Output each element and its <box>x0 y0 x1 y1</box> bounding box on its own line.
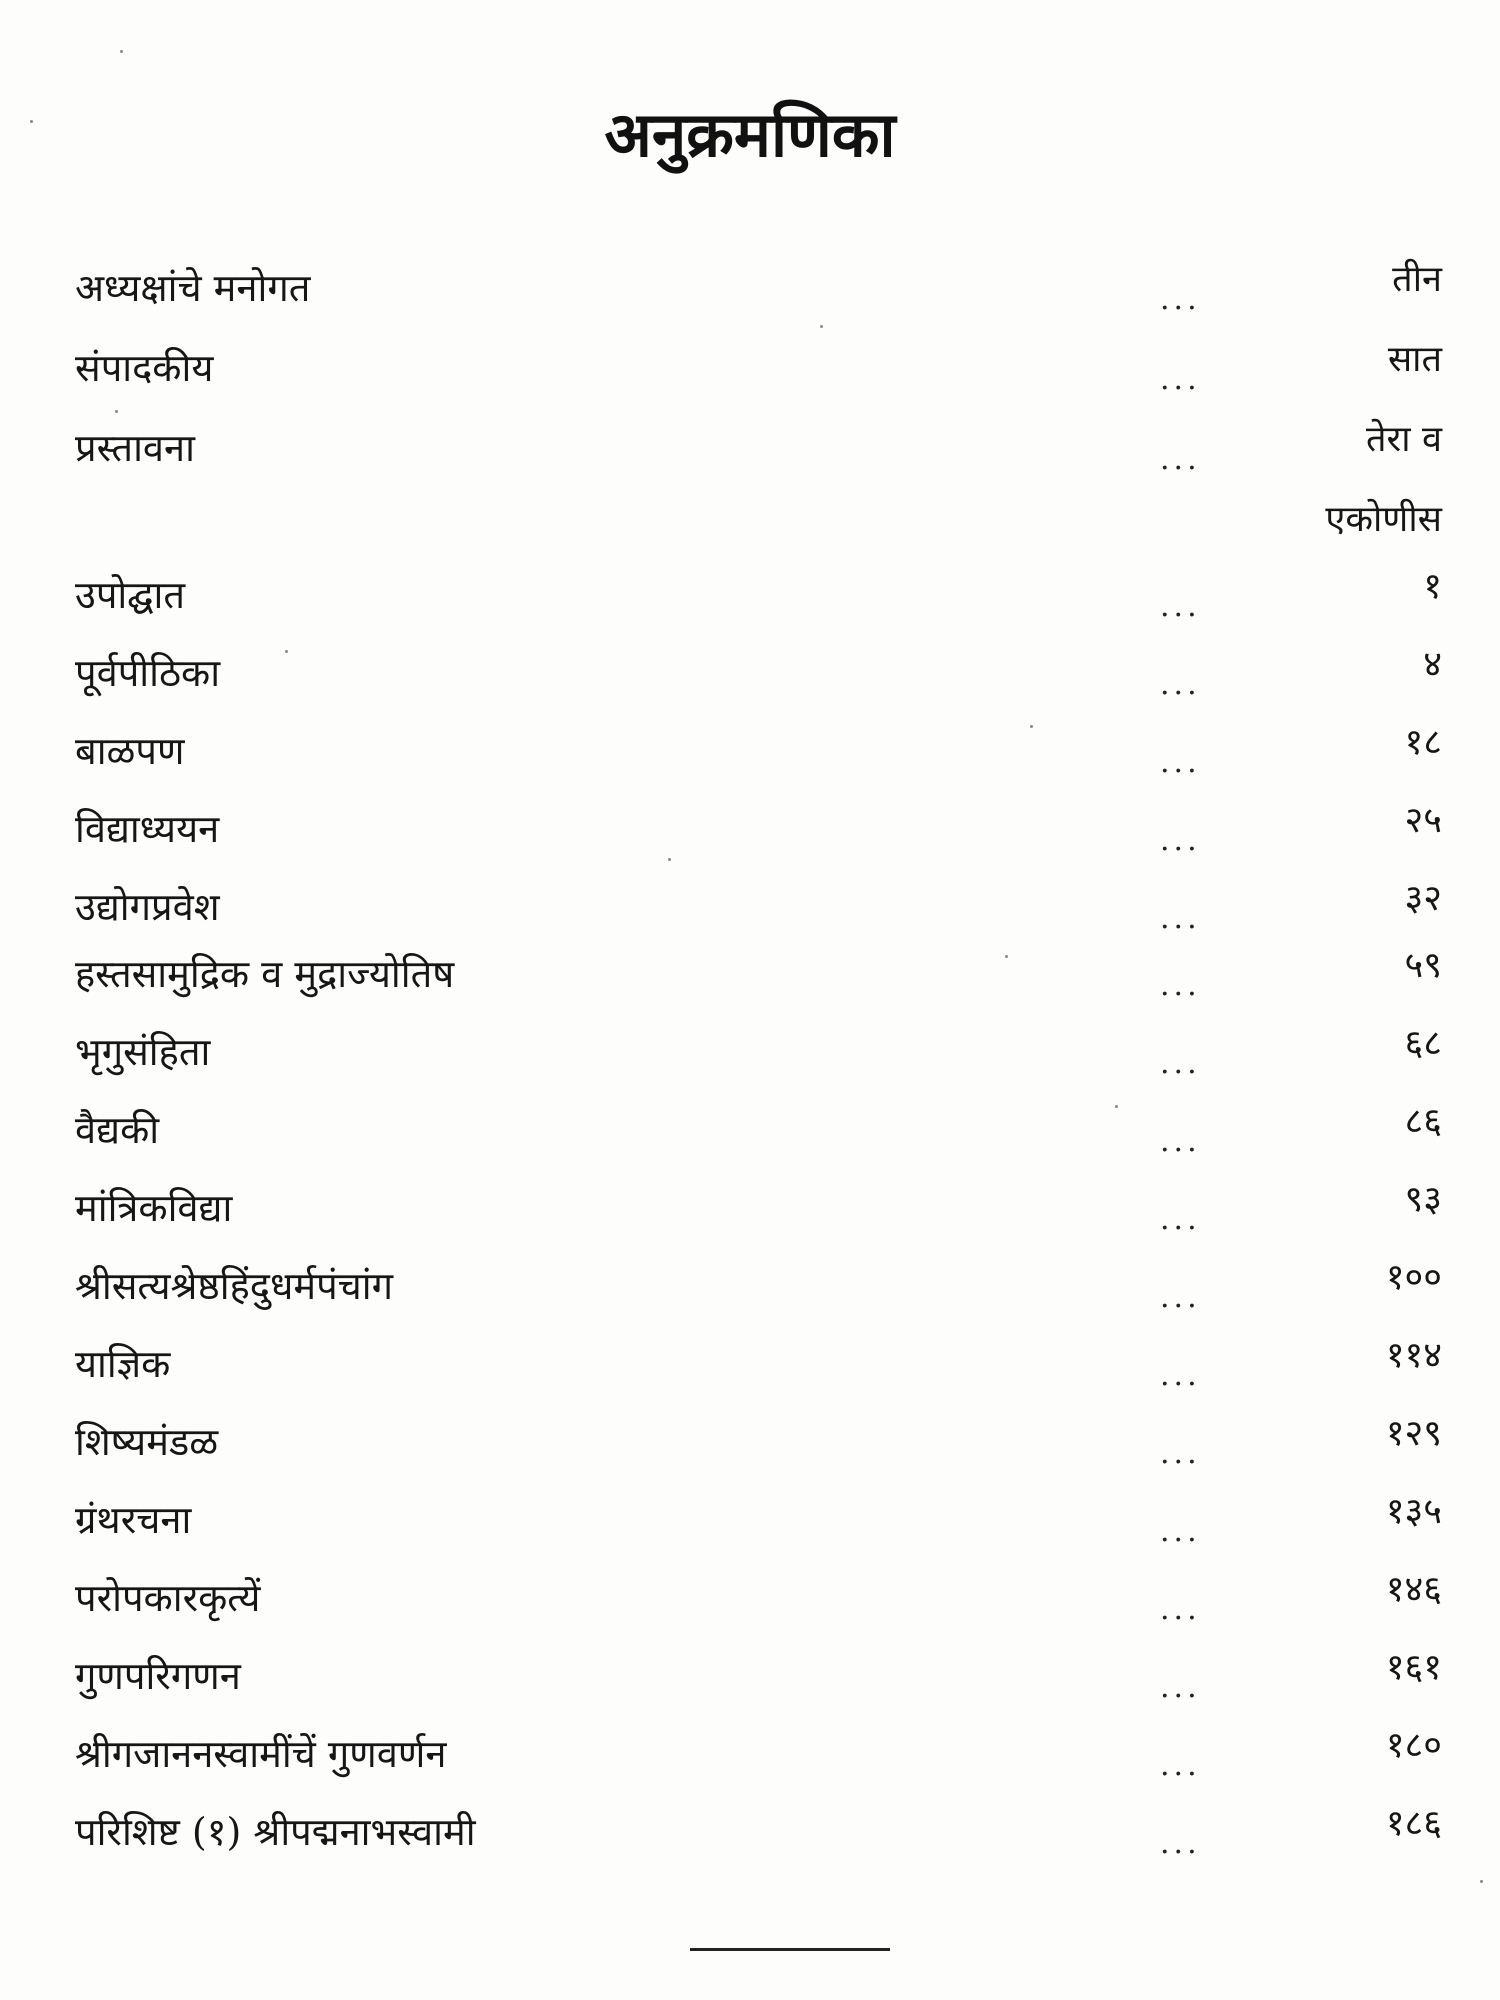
toc-leader-dots: ... <box>1160 1592 1201 1627</box>
toc-page-number: १०० <box>1385 1257 1442 1298</box>
closing-rule <box>690 1948 890 1951</box>
toc-page-number: १३५ <box>1385 1491 1442 1532</box>
toc-leader-dots: ... <box>1160 901 1201 936</box>
toc-page-number: १६१ <box>1385 1647 1442 1688</box>
page-title: अनुक्रमणिका <box>604 98 896 171</box>
toc-page-number: ३२ <box>1404 878 1442 919</box>
toc-page-number: १८६ <box>1385 1803 1442 1844</box>
toc-entry <box>0 338 1500 398</box>
toc-entry-title: पूर्वपीठिका <box>75 651 221 695</box>
toc-entry-title: शिष्यमंडळ <box>75 1420 219 1464</box>
paper-speck <box>115 410 118 413</box>
toc-page-number: १२९ <box>1385 1413 1442 1454</box>
toc-entry-title: परिशिष्ट (१) श्रीपद्मनाभस्वामी <box>75 1810 476 1854</box>
toc-entry <box>0 1646 1500 1706</box>
toc-entry <box>0 877 1500 937</box>
toc-entry <box>0 1724 1500 1784</box>
toc-entry <box>0 258 1500 318</box>
toc-entry-title: श्रीसत्यश्रेष्ठहिंदुधर्मपंचांग <box>75 1264 394 1308</box>
paper-speck <box>1480 1880 1483 1883</box>
toc-entry <box>0 1490 1500 1550</box>
toc-page-number: तीन <box>1392 259 1442 300</box>
toc-leader-dots: ... <box>1160 1748 1201 1783</box>
toc-page-number: ५९ <box>1404 945 1442 986</box>
toc-page-number: ८६ <box>1404 1101 1442 1142</box>
toc-leader-dots: ... <box>1160 362 1201 397</box>
toc-entry-title: वैद्यकी <box>75 1108 160 1152</box>
toc-leader-dots: ... <box>1160 968 1201 1003</box>
toc-entry-title: ग्रंथरचना <box>75 1498 192 1542</box>
toc-leader-dots: ... <box>1160 1124 1201 1159</box>
toc-leader-dots: ... <box>1160 1280 1201 1315</box>
paper-speck <box>1005 955 1008 958</box>
toc-page-number: सात <box>1387 339 1442 380</box>
toc-leader-dots: ... <box>1160 1514 1201 1549</box>
toc-page-number: १४६ <box>1385 1569 1442 1610</box>
toc-leader-dots: ... <box>1160 589 1201 624</box>
toc-leader-dots: ... <box>1160 442 1201 477</box>
toc-entry-title: उद्योगप्रवेश <box>75 885 220 929</box>
toc-entry <box>0 1334 1500 1394</box>
paper-speck <box>120 50 123 53</box>
toc-leader-dots: ... <box>1160 1046 1201 1081</box>
toc-leader-dots: ... <box>1160 1826 1201 1861</box>
toc-leader-dots: ... <box>1160 1202 1201 1237</box>
toc-entry <box>0 1256 1500 1316</box>
toc-entry <box>0 721 1500 781</box>
toc-leader-dots: ... <box>1160 1670 1201 1705</box>
toc-entry-title: हस्तसामुद्रिक व मुद्राज्योतिष <box>75 952 455 996</box>
toc-entry-title: गुणपरिगणन <box>75 1654 241 1698</box>
paper-speck <box>1030 725 1033 728</box>
toc-entry-title: अध्यक्षांचे मनोगत <box>75 266 311 310</box>
toc-entry-title: भृगुसंहिता <box>75 1030 211 1074</box>
toc-leader-dots: ... <box>1160 745 1201 780</box>
toc-leader-dots: ... <box>1160 282 1201 317</box>
toc-page-number: ४ <box>1423 644 1442 685</box>
toc-entry <box>0 418 1500 540</box>
toc-entry-title: प्रस्तावना <box>75 426 195 470</box>
paper-speck <box>668 858 671 861</box>
toc-page-number-continued: एकोणीस <box>1325 499 1442 540</box>
paper-speck <box>30 120 33 123</box>
toc-leader-dots: ... <box>1160 1436 1201 1471</box>
paper-speck <box>1115 1105 1118 1108</box>
toc-entry <box>0 1178 1500 1238</box>
toc-entry-title: परोपकारकृत्यें <box>75 1576 261 1620</box>
toc-entry-title: श्रीगजाननस्वामींचें गुणवर्णन <box>75 1732 447 1776</box>
toc-leader-dots: ... <box>1160 667 1201 702</box>
toc-entry <box>0 944 1500 1004</box>
toc-entry-title: याज्ञिक <box>75 1342 171 1386</box>
toc-entry-title: मांत्रिकविद्या <box>75 1186 233 1230</box>
toc-entry <box>0 799 1500 859</box>
toc-page-number: १ <box>1423 566 1442 607</box>
toc-entry-title: उपोद्घात <box>75 573 186 617</box>
toc-entry <box>0 1412 1500 1472</box>
toc-entry <box>0 565 1500 625</box>
toc-entry <box>0 1568 1500 1628</box>
toc-page-number: २५ <box>1404 800 1442 841</box>
toc-entry-title: बाळपण <box>75 729 185 773</box>
toc-leader-dots: ... <box>1160 823 1201 858</box>
toc-page-number: ११४ <box>1385 1335 1442 1376</box>
toc-entry <box>0 1100 1500 1160</box>
toc-page-number: तेरा व <box>1365 419 1442 460</box>
toc-page-number: १८० <box>1385 1725 1442 1766</box>
toc-entry <box>0 1022 1500 1082</box>
toc-page-number: ९३ <box>1404 1179 1442 1220</box>
toc-leader-dots: ... <box>1160 1358 1201 1393</box>
toc-entry <box>0 643 1500 703</box>
paper-speck <box>820 325 823 328</box>
toc-entry <box>0 1802 1500 1862</box>
toc-entry-title: विद्याध्ययन <box>75 807 220 851</box>
toc-page-number: ६८ <box>1404 1023 1442 1064</box>
toc-entry-title: संपादकीय <box>75 346 214 390</box>
paper-speck <box>285 650 288 653</box>
toc-page-number: १८ <box>1404 722 1442 763</box>
